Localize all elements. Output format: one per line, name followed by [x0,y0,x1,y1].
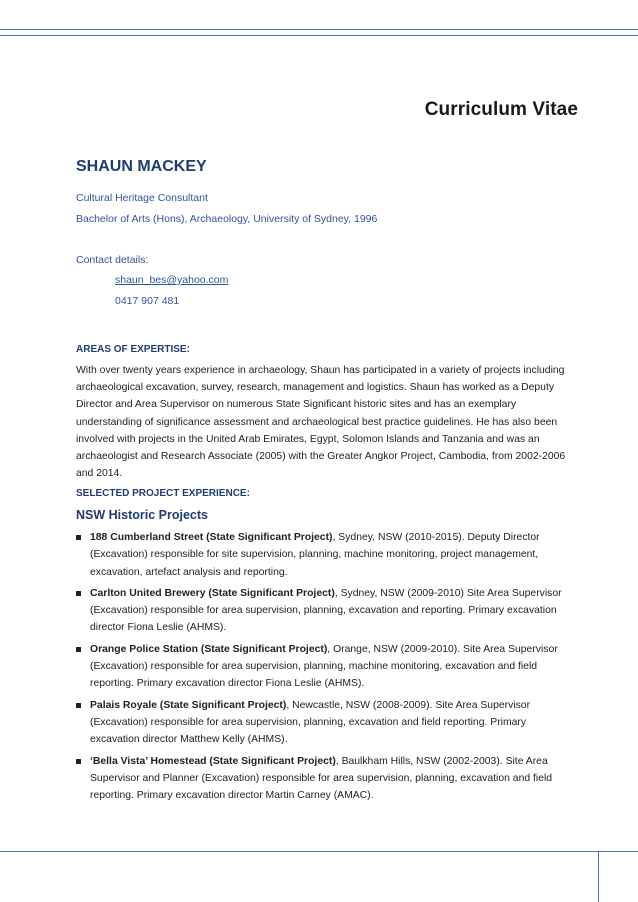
experience-heading: SELECTED PROJECT EXPERIENCE: [76,488,250,499]
bullet-icon [76,703,81,708]
project-item [76,641,576,693]
footer-rule [0,851,638,852]
degree-line: Bachelor of Arts (Hons), Archaeology, University of Sydney, 1996 [76,213,378,225]
project-detail: , Sydney, NSW (2010-2015). Deputy Director (Excavation) responsible for site supervision, planning, machine monitoring, project management, excavation, artefact analysis and reporting. [90,532,540,578]
project-name: ‘Bella Vista’ Homestead (State Significant Project) [90,755,336,767]
project-item [76,529,576,581]
projects-subheading: NSW Historic Projects [76,508,208,522]
project-item [76,697,576,749]
contact-label: Contact details: [76,254,149,266]
role-line: Cultural Heritage Consultant [76,192,208,204]
email-link[interactable]: shaun_bes@yahoo.com [115,274,229,286]
project-name: Palais Royale (State Significant Project) [90,699,287,711]
bullet-icon [76,535,81,540]
project-detail: , Newcastle, NSW (2008-2009). Site Area Supervisor (Excavation) responsible for area supervision, planning, excavation and field reporting. Primary excavation director Matthew Kelly (AHMS). [90,699,531,746]
expertise-heading: AREAS OF EXPERTISE: [76,344,190,355]
project-item [76,753,576,805]
project-detail: , Sydney, NSW (2009-2010) Site Area Supervisor (Excavation) responsible for area supervision, planning, excavation and reporting. Primary excavation director Fiona Leslie (AHMS). [90,587,562,634]
person-name: SHAUN MACKEY [76,158,207,175]
project-name: Carlton United Brewery (State Significant Project) [90,587,335,599]
header-rule-inner [0,35,638,36]
project-name: 188 Cumberland Street (State Significant Project) [90,532,333,543]
bullet-icon [76,647,81,652]
footer-vertical-rule [598,851,599,902]
project-detail: , Baulkham Hills, NSW (2002-2003). Site Area Supervisor and Planner (Excavation) responsible for area supervision, planning, excavation and field reporting. Primary excavation director Martin Carney (AMAC). [90,755,553,802]
bullet-icon [76,759,81,764]
project-detail: , Orange, NSW (2009-2010). Site Area Supervisor (Excavation) responsible for area supervision, planning, machine monitoring, excavation and field reporting. Primary excavation director Fiona Leslie (AHMS). [90,643,558,690]
bullet-icon [76,591,81,596]
expertise-text: With over twenty years experience in archaeology, Shaun has participated in a variety of projects including archaeological excavation, survey, research, management and logistics. Shaun has worked as a Deputy Director and Area Supervisor on numerous State Significant historic sites and has an exemplary understanding of significance assessment and archaeological best practice guidelines. He has also been involved with projects in the United Arab Emirates, Egypt, Solomon Islands and Tanzania and was an archaeologist and Research Associate (2005) with the Greater Angkor Project, Cambodia, from 2002-2006 and 2014. [76,365,566,480]
project-list [76,529,576,808]
phone-number: 0417 907 481 [115,295,180,307]
document-title: Curriculum Vitae [424,99,578,120]
header-rule [0,29,638,30]
project-name: Orange Police Station (State Significant Project) [90,643,328,655]
project-item [76,585,576,637]
